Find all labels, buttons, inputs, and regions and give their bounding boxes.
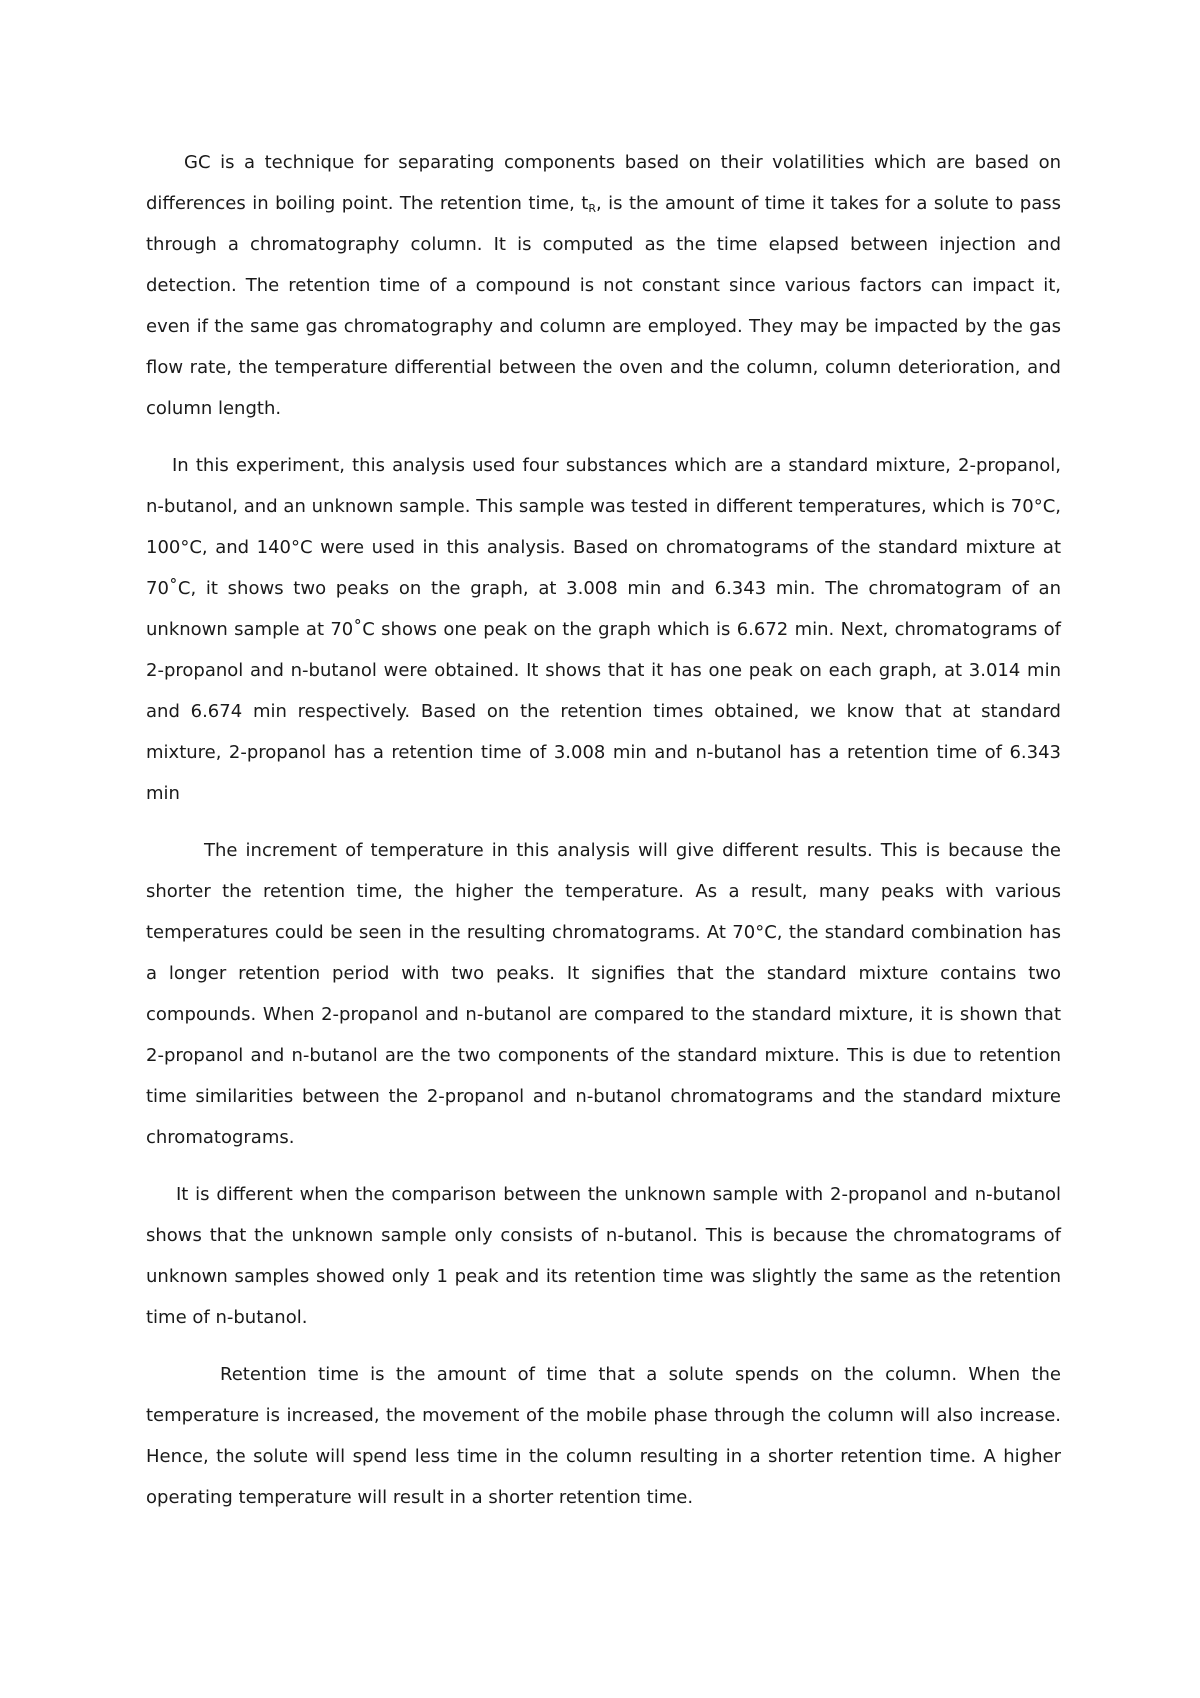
paragraph-unknown-sample: It is different when the comparison between the unknown sample with 2-propanol and n-butanol shows that the unknown sample only consists of n-butanol. This is because the chromatograms of unknown samples showed only 1 peak and its retention time was slightly the same as the retention time of n-butanol. — [146, 1184, 1061, 1328]
paragraph-temperature-increment: The increment of temperature in this analysis will give different results. This is because the shorter the retention time, the higher the temperature. As a result, many peaks with various temperatures could be seen in the resulting chromatograms. At 70°C, the standard combination has a longer retention period with two peaks. It signifies that the standard mixture contains two compounds. When 2-propanol and n-butanol are compared to the standard mixture, it is shown that 2-propanol and n-butanol are the two components of the standard mixture. This is due to retention time similarities between the 2-propanol and n-butanol chromatograms and the standard mixture chromatograms. — [146, 840, 1061, 1148]
paragraph-1-text-a: GC is a technique for separating components based on their volatilities which are based on differences in boiling point. The retention time, t — [146, 152, 1061, 214]
document-body — [146, 142, 1061, 1518]
paragraph-gc-retention-time — [146, 142, 1061, 429]
retention-time-subscript: R — [588, 202, 596, 215]
paragraph-1-text-b: , is the amount of time it takes for a solute to pass through a chromatography column. It is computed as the time elapsed between injection and detection. The retention time of a compound is not constant since various factors can impact it, even if the same gas chromatography and column are employed. They may be impacted by the gas flow rate, the temperature differential between the oven and the column, column deterioration, and column length. — [146, 193, 1061, 419]
paragraph-experiment: In this experiment, this analysis used four substances which are a standard mixture, 2-propanol, n-butanol, and an unknown sample. This sample was tested in different temperatures, which is 70°C, 100°C, and 140°C were used in this analysis. Based on chromatograms of the standard mixture at 70˚C, it shows two peaks on the graph, at 3.008 min and 6.343 min. The chromatogram of an unknown sample at 70˚C shows one peak on the graph which is 6.672 min. Next, chromatograms of 2-propanol and n-butanol were obtained. It shows that it has one peak on each graph, at 3.014 min and 6.674 min respectively. Based on the retention times obtained, we know that at standard mixture, 2-propanol has a retention time of 3.008 min and n-butanol has a retention time of 6.343 min — [146, 455, 1061, 804]
paragraph-retention-conclusion: Retention time is the amount of time that a solute spends on the column. When the temperature is increased, the movement of the mobile phase through the column will also increase. Hence, the solute will spend less time in the column resulting in a shorter retention time. A higher operating temperature will result in a shorter retention time. — [146, 1364, 1061, 1508]
